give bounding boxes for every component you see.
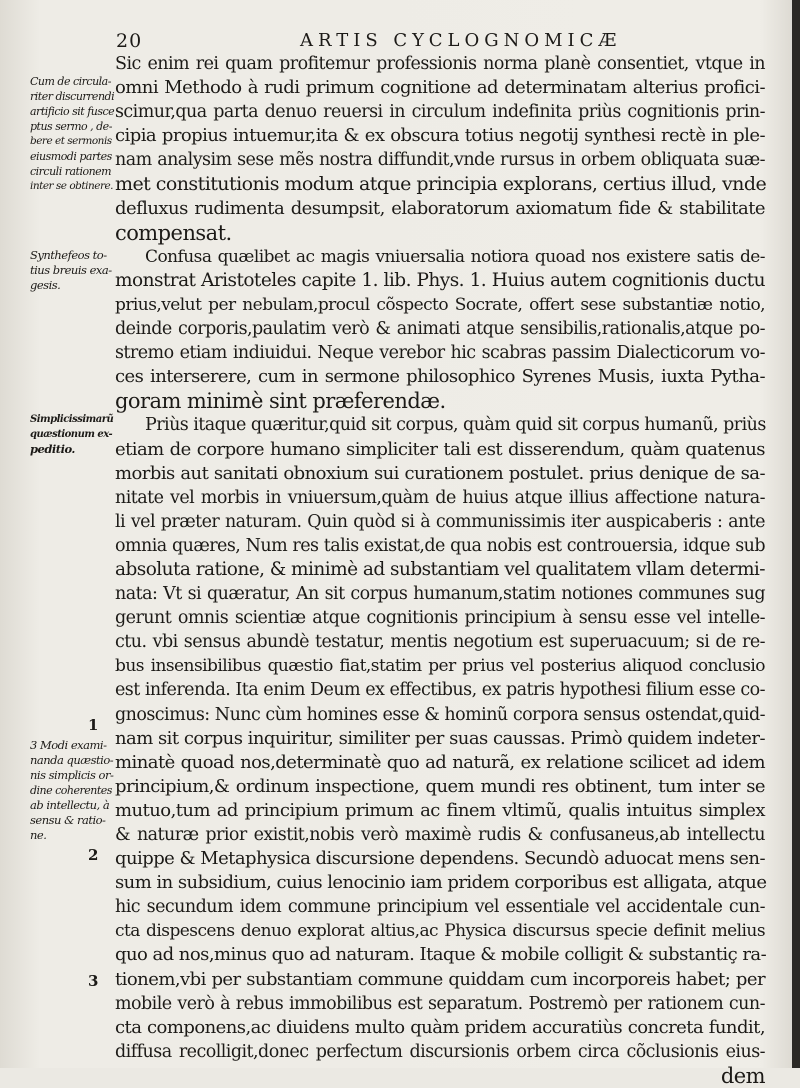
marginal-note-3 [30,412,114,457]
text-line: compensat. [115,220,232,245]
marginal-line: ptus sermo , de- [30,120,112,133]
marginal-note-2 [30,248,114,293]
marginal-line: Synthefeos to- [30,248,107,262]
running-title: ARTIS CYCLOGNOMICÆ [300,30,622,51]
book-spine-edge [792,0,800,1068]
text-line: cta dispescens denuo explorat altius,ac Physica discursus specie definit melius [115,921,765,942]
marginal-line: eiusmodi partes [30,150,112,163]
text-line: minatè quoad nos,determinatè quo ad naturã, ex relatione scilicet ad idem [115,751,765,773]
marginal-note-4 [30,738,114,843]
text-line: cipia propius intuemur,ita & ex obscura totius negotij synthesi rectè in ple- [115,125,765,147]
margin-number-1: 1 [88,716,99,734]
marginal-line: peditio. [30,442,75,456]
text-line: mobile verò à rebus immobilibus est separatum. Postremò per rationem cun- [115,993,765,1014]
text-line: principium,& ordinum inspectione, quem mundi res obtinent, tum inter se [115,775,765,797]
text-line: tionem,vbi per substantiam commune quiddam cum incorporeis habet; per [115,968,765,990]
text-line: absoluta ratione, & minimè ad substantiam vel qualitatem vllam determi- [115,558,765,580]
text-line: nata: Vt si quæratur, An sit corpus humanum,statim notiones communes sug [115,584,765,605]
text-line: morbis aut sanitati obnoxium sui curationem postulet. prius denique de sa- [115,462,765,484]
marginal-line: sensu & ratio- [30,813,106,827]
text-line: sum in subsidium, cuius lenocinio iam pridem corporibus est alligata, atque [115,872,767,894]
marginal-line: nis simplicis or- [30,768,114,782]
text-line: quippe & Metaphysica discursione dependens. Secundò aduocat mens sen- [115,848,765,870]
marginal-line: Cum de circula- [30,75,111,88]
text-line: Priùs itaque quæritur,quid sit corpus, quàm quid sit corpus humanũ, priùs [145,415,766,436]
marginal-line: nanda quæstio- [30,753,114,767]
marginal-line: ne. [30,828,47,842]
text-line: defluxus rudimenta desumpsit, elaboratorum axiomatum fide & stabilitate [115,197,765,219]
marginal-line: inter se obtinere. [30,180,114,192]
marginal-note-1 [30,74,114,194]
text-line: mutuo,tum ad principium primum ac finem vltimũ, qualis intuitus simplex [115,799,765,821]
marginal-line: dine coherentes [30,784,112,797]
text-line: ces interserere, cum in sermone philosophico Syrenes Musis, iuxta Pytha- [115,366,765,388]
text-line: stremo etiam indiuidui. Neque verebor hic scabras passim Dialecticorum vo- [115,343,765,364]
text-line: gerunt omnis scientiæ atque cognitionis principium à sensu esse vel intelle- [115,608,765,629]
marginal-line: ab intellectu, à [30,798,110,812]
text-line: met constitutionis modum atque principia explorans, certius illud, vnde [115,173,767,196]
marginal-line: riter discurrendi [30,90,115,103]
margin-number-3: 3 [88,972,99,990]
marginal-line: 3 Modi exami- [30,738,107,752]
text-line: li vel præter naturam. Quin quòd si à communissimis iter auspicaberis : ante [115,511,765,532]
text-line: diffusa recolligit,donec perfectum discursionis orbem circa cõclusionis eius- [115,1041,765,1062]
text-line: monstrat Aristoteles capite 1. lib. Phys. 1. Huius autem cognitionis ductu [115,269,765,291]
margin-number-2: 2 [88,846,99,864]
marginal-line: artificio sit fusce [30,105,115,118]
text-line: & naturæ prior existit,nobis verò maximè rudis & confusaneus,ab intellectu [115,825,765,845]
catchword: dem [720,1063,765,1088]
text-line: quo ad nos,minus quo ad naturam. Itaque & mobile colligit & substantiç ra- [115,944,767,966]
text-line: scimur,qua parta denuo reuersi in circulum indefinita priùs cognitionis prin- [115,102,765,123]
text-line: etiam de corpore humano simpliciter tali est disserendum, quàm quatenus [115,438,765,460]
marginal-line: circuli rationem [30,165,112,178]
marginal-line: tius breuis exa- [30,263,112,277]
page-number: 20 [116,30,143,52]
text-line: Confusa quælibet ac magis vniuersalia notiora quoad nos existere satis de- [145,246,765,267]
text-line: cta componens,ac diuidens multo quàm pridem accuratiùs concreta fundit, [115,1016,765,1038]
text-line: omnia quæres, Num res talis existat,de qua nobis est controuersia, idque sub [115,535,765,556]
text-line: ctu. vbi sensus abundè testatur, mentis negotium est superuacuum; si de re- [115,632,765,653]
marginal-line: Simplicissimarũ [30,414,114,425]
text-line: Sic enim rei quam profitemur professionis norma planè consentiet, vtque in [115,54,765,74]
text-line: est inferenda. Ita enim Deum ex effectibus, ex patris hypothesi filium esse co- [115,680,765,701]
main-text [115,52,765,1088]
marginal-line: bere et sermonis [30,135,112,147]
marginal-line: gesis. [30,278,61,292]
text-line: gnoscimus: Nunc cùm homines esse & hominũ corpora sensus ostendat,quid- [115,704,765,725]
marginal-line: quæstionum ex- [30,429,113,440]
text-line: nam analysim sese mẽs nostra diffundit,vnde rursus in orbem obliquata suæ- [115,150,765,171]
text-line: deinde corporis,paulatim verò & animati atque sensibilis,rationalis,atque po- [115,319,765,340]
text-line: omni Methodo à rudi primum cognitione ad determinatam alterius profici- [115,77,765,99]
text-line: prius,velut per nebulam,procul cõspecto Socrate, offert sese substantiæ notio, [115,294,765,315]
text-line: nitate vel morbis in vniuersum,quàm de huius atque illius affectione natura- [115,487,765,508]
text-line: nam sit corpus inquiritur, similiter per suas caussas. Primò quidem indeter- [115,727,765,749]
text-line: hic secundum idem commune principium vel essentiale vel accidentale cun- [115,897,765,918]
text-line: bus insensibilibus quæstio fiat,statim per prius vel posterius aliquod conclusio [115,656,765,677]
text-line: goram minimè sint præferendæ. [115,389,446,414]
